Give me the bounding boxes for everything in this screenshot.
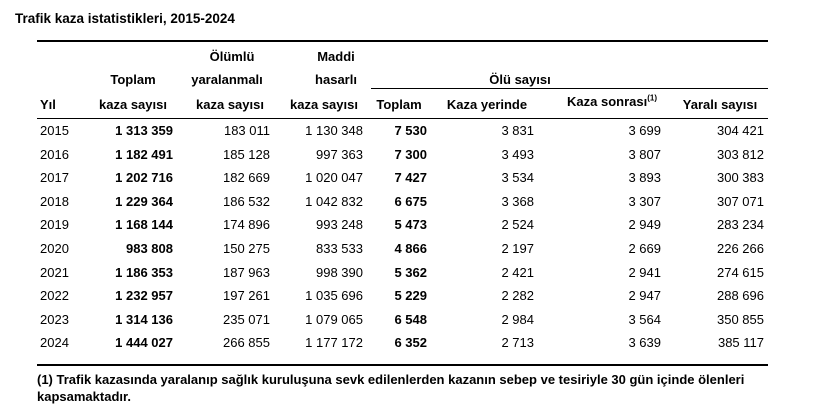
cell-after: 3 564 [628, 311, 661, 327]
cell-damage: 998 390 [316, 264, 363, 280]
cell-fatal-injury: 197 261 [223, 288, 270, 304]
olu-sayisi-rule [371, 88, 768, 89]
cell-year: 2017 [40, 170, 69, 186]
cell-injured: 226 266 [717, 240, 764, 256]
cell-fatal-injury: 183 011 [223, 123, 270, 138]
header-olumlu-line1: Ölümlü [209, 49, 255, 64]
cell-after: 2 669 [628, 240, 661, 256]
cell-fatal-injury: 186 532 [223, 193, 270, 209]
table-row [0, 288, 815, 312]
table-body [0, 123, 815, 359]
cell-after: 2 949 [628, 217, 661, 233]
cell-fatal-injury: 174 896 [223, 217, 270, 233]
cell-on-site: 2 984 [501, 311, 534, 327]
cell-injured: 304 421 [717, 123, 764, 138]
cell-damage: 1 035 696 [305, 288, 363, 304]
cell-deaths-total: 4 866 [394, 240, 427, 256]
cell-fatal-injury: 235 071 [223, 311, 270, 327]
cell-injured: 300 383 [717, 170, 764, 186]
cell-after: 3 639 [628, 335, 661, 351]
table-row [0, 147, 815, 171]
cell-deaths-total: 5 362 [394, 264, 427, 280]
cell-deaths-total: 5 473 [394, 217, 427, 233]
cell-deaths-total: 7 427 [394, 170, 427, 186]
header-maddi-line1: Maddi [317, 49, 355, 64]
header-kaza-yerinde: Kaza yerinde [446, 97, 528, 112]
cell-on-site: 3 831 [501, 123, 534, 138]
cell-injured: 385 117 [717, 335, 764, 351]
header-kaza-sonrasi [567, 94, 657, 109]
cell-year: 2024 [40, 335, 69, 351]
cell-total: 983 808 [126, 240, 173, 256]
cell-damage: 997 363 [316, 146, 363, 162]
cell-damage: 1 079 065 [305, 311, 363, 327]
cell-fatal-injury: 182 669 [223, 170, 270, 186]
table-row [0, 217, 815, 241]
cell-on-site: 2 713 [501, 335, 534, 351]
cell-on-site: 2 197 [501, 240, 534, 256]
cell-fatal-injury: 185 128 [223, 146, 270, 162]
cell-deaths-total: 6 548 [394, 311, 427, 327]
cell-after: 2 947 [628, 288, 661, 304]
cell-after: 3 699 [628, 123, 661, 138]
cell-injured: 303 812 [717, 146, 764, 162]
header-olu-sayisi: Ölü sayısı [489, 72, 551, 87]
table-row [0, 194, 815, 218]
table-title: Trafik kaza istatistikleri, 2015-2024 [15, 11, 235, 26]
cell-year: 2016 [40, 146, 69, 162]
cell-injured: 350 855 [717, 311, 764, 327]
cell-injured: 283 234 [717, 217, 764, 233]
cell-injured: 274 615 [717, 264, 764, 280]
cell-fatal-injury: 150 275 [223, 240, 270, 256]
cell-total: 1 313 359 [115, 123, 173, 138]
cell-damage: 993 248 [316, 217, 363, 233]
cell-after: 3 893 [628, 170, 661, 186]
cell-deaths-total: 5 229 [394, 288, 427, 304]
table-row [0, 241, 815, 265]
cell-on-site: 3 534 [501, 170, 534, 186]
cell-on-site: 2 524 [501, 217, 534, 233]
cell-year: 2018 [40, 193, 69, 209]
header-maddi-line2: hasarlı [315, 72, 357, 87]
cell-year: 2021 [40, 264, 69, 280]
cell-deaths-total: 6 352 [394, 335, 427, 351]
footnote-marker: (1) [647, 93, 657, 103]
cell-total: 1 229 364 [115, 193, 173, 209]
cell-damage: 1 020 047 [305, 170, 363, 186]
footnote: (1) Trafik kazasında yaralanıp sağlık kuruluşuna sevk edilenlerden kazanın sebep ve tesiriyle 30 gün içinde ölenleri kapsamaktadır. [37, 372, 745, 404]
cell-deaths-total: 7 530 [394, 123, 427, 138]
header-yarali: Yaralı sayısı [682, 97, 758, 112]
cell-deaths-total: 6 675 [394, 193, 427, 209]
cell-injured: 288 696 [717, 288, 764, 304]
cell-on-site: 3 493 [501, 146, 534, 162]
cell-damage: 1 042 832 [305, 193, 363, 209]
cell-total: 1 202 716 [115, 170, 173, 186]
table-row [0, 265, 815, 289]
cell-on-site: 2 282 [501, 288, 534, 304]
cell-injured: 307 071 [717, 193, 764, 209]
table-row [0, 312, 815, 336]
header-kaza-sonrasi-label: Kaza sonrası [567, 94, 648, 109]
header-yil: Yıl [40, 97, 56, 112]
cell-year: 2020 [40, 240, 69, 256]
header-toplam-kaza-line1: Toplam [110, 72, 156, 87]
header-olumlu-line2: yaralanmalı [191, 72, 263, 87]
header-olumlu-line3: kaza sayısı [196, 97, 264, 112]
cell-after: 3 807 [628, 146, 661, 162]
cell-year: 2022 [40, 288, 69, 304]
cell-fatal-injury: 266 855 [223, 335, 270, 351]
cell-total: 1 186 353 [115, 264, 173, 280]
cell-year: 2019 [40, 217, 69, 233]
cell-deaths-total: 7 300 [394, 146, 427, 162]
cell-fatal-injury: 187 963 [223, 264, 270, 280]
cell-after: 3 307 [628, 193, 661, 209]
cell-total: 1 182 491 [115, 146, 173, 162]
table-row [0, 123, 815, 147]
cell-damage: 1 130 348 [305, 123, 363, 138]
header-toplam-kaza-line2: kaza sayısı [99, 97, 167, 112]
cell-on-site: 3 368 [501, 193, 534, 209]
header-rule [37, 118, 768, 119]
cell-on-site: 2 421 [501, 264, 534, 280]
cell-year: 2023 [40, 311, 69, 327]
cell-damage: 833 533 [316, 240, 363, 256]
cell-year: 2015 [40, 123, 69, 138]
cell-total: 1 232 957 [115, 288, 173, 304]
table-row [0, 170, 815, 194]
cell-after: 2 941 [628, 264, 661, 280]
table-row [0, 335, 815, 359]
table-bottom-rule [37, 364, 768, 366]
header-maddi-line3: kaza sayısı [290, 97, 358, 112]
cell-damage: 1 177 172 [305, 335, 363, 351]
cell-total: 1 168 144 [115, 217, 173, 233]
cell-total: 1 444 027 [115, 335, 173, 351]
header-olu-toplam: Toplam [376, 97, 422, 112]
table-top-rule [37, 40, 768, 42]
cell-total: 1 314 136 [115, 311, 173, 327]
